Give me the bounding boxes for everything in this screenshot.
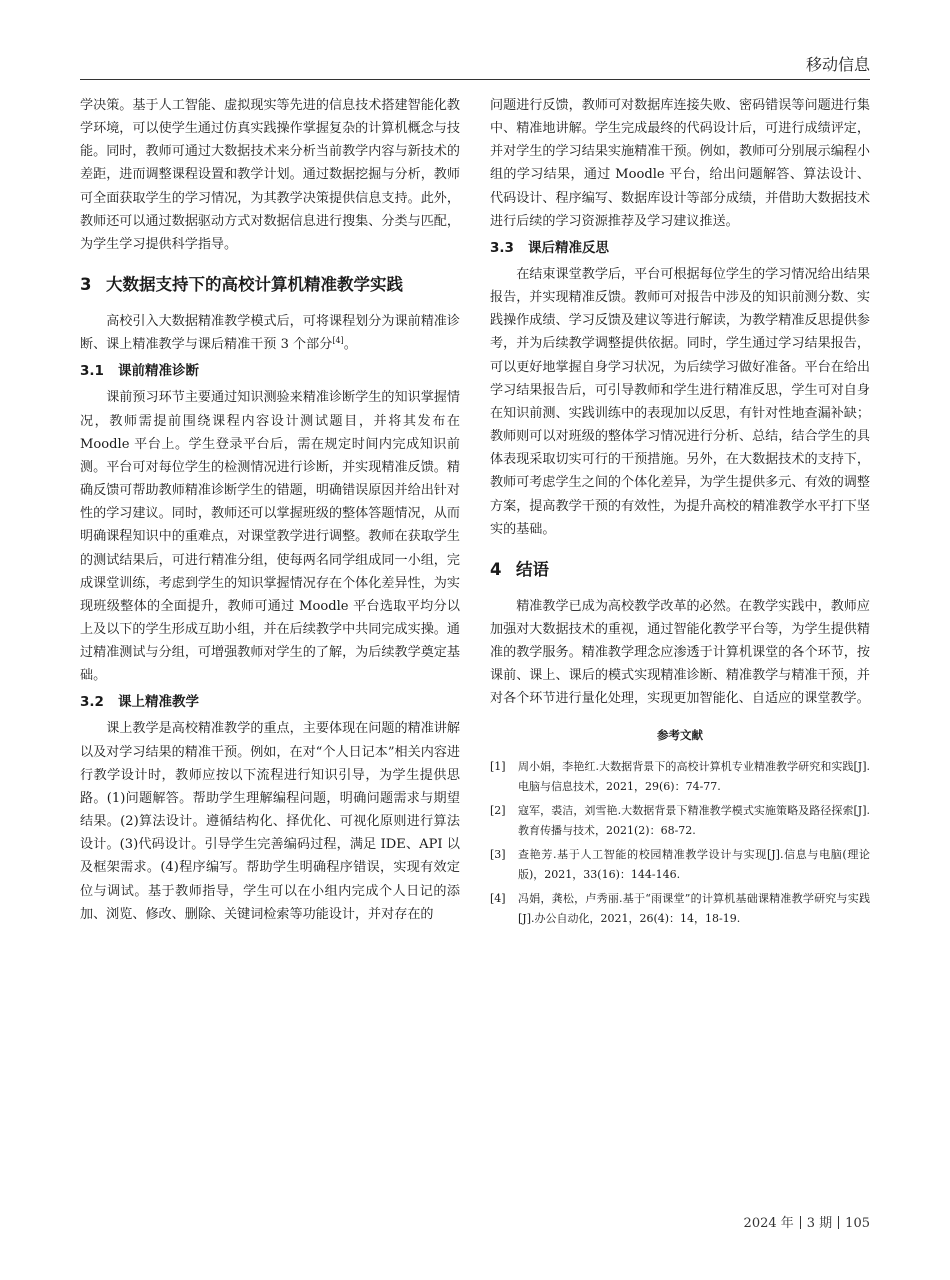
subsection-number: 3.3 bbox=[490, 239, 514, 256]
page-number: 105 bbox=[845, 1216, 870, 1231]
reference-item bbox=[490, 801, 870, 842]
footer-divider bbox=[800, 1216, 801, 1229]
footer-divider bbox=[838, 1216, 839, 1229]
subsection-3-3-body: 在结束课堂教学后，平台可根据每位学生的学习情况给出结果报告，并实现精准反馈。教师可对报告中涉及的知识前测分数、实践操作成绩、学习反馈及建议等进行解读，为教学精准反思提供参考，并为后续教学调整提供依据。同时，学生通过学习结果报告，可以更好地掌握自身学习状况，为后续学习做好准备。平台在给出学习结果报告后，可引导教师和学生进行精准反思，学生可对自身在知识前测、实践训练中的表现加以反思，有针对性地查漏补缺；教师则可以对班级的整体学习情况进行分析、总结，结合学生的具体表现采取切实可行的干预措施。另外，在大数据技术的支持下，教师可考虑学生之间的个体化差异，为学生提供多元、有效的调整方案，提高教学干预的有效性，为提升高校的精准教学水平打下坚实的基础。 bbox=[490, 266, 870, 537]
reference-text: 周小娟，李艳红.大数据背景下的高校计算机专业精准教学研究和实践[J].电脑与信息技术，2021，29(6)：74-77. bbox=[518, 759, 870, 794]
citation: [4] bbox=[332, 336, 344, 346]
reference-number: [4] bbox=[490, 891, 506, 905]
reference-item bbox=[490, 889, 870, 930]
header-rule bbox=[80, 79, 870, 80]
reference-item bbox=[490, 845, 870, 886]
right-column bbox=[490, 94, 870, 933]
subsection-title: 课上精准教学 bbox=[118, 694, 199, 711]
paragraph-continued: 问题进行反馈，教师可对数据库连接失败、密码错误等问题进行集中、精准地讲解。学生完成最终的代码设计后，可进行成绩评定，并对学生的学习结果实施精准干预。例如，教师可分别展示编程小组的学习结果，通过 Moodle 平台，给出问题解答、算法设计、代码设计、程序编写、数据库设计等部分成绩，并借助大数据技术进行后续的学习资源推荐及学习建议推送。 bbox=[490, 98, 870, 229]
footer-issue: 3 期 bbox=[806, 1216, 833, 1231]
section-4-heading bbox=[490, 557, 870, 583]
section-title: 结语 bbox=[516, 559, 549, 579]
page-footer bbox=[744, 1212, 870, 1231]
subsection-3-2-body: 课上教学是高校精准教学的重点，主要体现在问题的精准讲解以及对学习结果的精准干预。例如，在对“个人日记本”相关内容进行教学设计时，教师应按以下流程进行知识引导，为学生提供思路。(1)问题解答。帮助学生理解编程问题，明确问题需求与期望结果。(2)算法设计。遵循结构化、择优化、可视化原则进行算法设计。(3)代码设计。引导学生完善编码过程，满足 IDE、API 以及框架需求。(4)程序编写。帮助学生明确程序错误，实现有效定位与调试。基于教师指导，学生可以在小组内完成个人日记的添加、浏览、修改、删除、关键词检索等功能设计，并对存在的 bbox=[80, 721, 461, 922]
subsection-title: 课后精准反思 bbox=[528, 239, 609, 256]
section-title: 大数据支持下的高校计算机精准教学实践 bbox=[106, 275, 403, 295]
page-header bbox=[80, 46, 870, 80]
subsection-3-1-heading bbox=[80, 360, 460, 382]
reference-text: 冯娟，龚松，卢秀丽.基于“雨课堂”的计算机基础课精准教学研究与实践[J].办公自动化，2021，26(4)：14，18-19. bbox=[518, 891, 870, 926]
reference-text: 查艳芳.基于人工智能的校园精准教学设计与实现[J].信息与电脑(理论版)，2021，33(16)：144-146. bbox=[518, 847, 870, 882]
references-title: 参考文献 bbox=[657, 727, 703, 742]
intro-end: 。 bbox=[343, 337, 357, 353]
subsection-number: 3.1 bbox=[80, 363, 104, 380]
section-3-intro bbox=[80, 310, 460, 356]
section-number: 4 bbox=[490, 559, 502, 579]
reference-number: [1] bbox=[490, 759, 506, 773]
subsection-number: 3.2 bbox=[80, 694, 104, 711]
footer-year: 2024 年 bbox=[743, 1216, 794, 1231]
reference-number: [3] bbox=[490, 847, 506, 861]
subsection-3-1-body: 课前预习环节主要通过知识测验来精准诊断学生的知识掌握情况，教师需提前围绕课程内容设计测试题目，并将其发布在 Moodle 平台上。学生登录平台后，需在规定时间内完成知识前测。平台可对每位学生的检测情况进行诊断，并实现精准反馈。精确反馈可帮助教师精准诊断学生的错题，明确错误原因并给出针对性的学习建议。同时，教师还可以掌握班级的整体答题情况，从而明确课程知识中的重难点，对课堂教学进行调整。教师在获取学生的测试结果后，可进行精准分组，使每两名同学组成同一小组，完成课堂训练，考虑到学生的知识掌握情况存在个体化差异性，为实现班级整体的全面提升，教师可通过 Moodle 平台选取平均分以上及以下的学生形成互助小组，并在后续教学中共同完成实操。通过精准测试与分组，可增强教师对学生的了解，为后续教学奠定基础。 bbox=[80, 390, 460, 684]
reference-item bbox=[490, 757, 870, 798]
subsection-title: 课前精准诊断 bbox=[118, 363, 199, 380]
section-3-heading bbox=[80, 272, 460, 298]
subsection-3-3-heading bbox=[490, 237, 870, 259]
conclusion-body: 精准教学已成为高校教学改革的必然。在教学实践中，教师应加强对大数据技术的重视，通过智能化教学平台等，为学生提供精准的教学服务。精准教学理念应渗透于计算机课堂的各个环节，按课前、课上、课后的模式实现精准诊断、精准教学与精准干预，并对各个环节进行量化处理，实现更加智能化、自适应的课堂教学。 bbox=[490, 598, 870, 707]
subsection-3-2-heading bbox=[80, 691, 460, 713]
reference-text: 寇军，裘洁，刘雪艳.大数据背景下精准教学模式实施策略及路径探索[J].教育传播与技术，2021(2)：68-72. bbox=[518, 803, 870, 838]
reference-number: [2] bbox=[490, 803, 506, 817]
paragraph-continued: 学决策。基于人工智能、虚拟现实等先进的信息技术搭建智能化教学环境，可以使学生通过仿真实践操作掌握复杂的计算机概念与技能。同时，教师可通过大数据技术来分析当前教学内容与新技术的差距，进而调整课程设置和教学计划。通过数据挖掘与分析，教师可全面获取学生的学习情况，为其教学决策提供信息支持。此外，教师还可以通过数据驱动方式对数据信息进行搜集、分类与匹配，为学生学习提供科学指导。 bbox=[80, 98, 460, 252]
journal-name: 移动信息 bbox=[805, 55, 870, 74]
section-number: 3 bbox=[80, 275, 92, 295]
intro-text: 高校引入大数据精准教学模式后，可将课程划分为课前精准诊断、课上精准教学与课后精准干预 3 个部分 bbox=[80, 314, 460, 353]
left-column bbox=[80, 94, 460, 926]
